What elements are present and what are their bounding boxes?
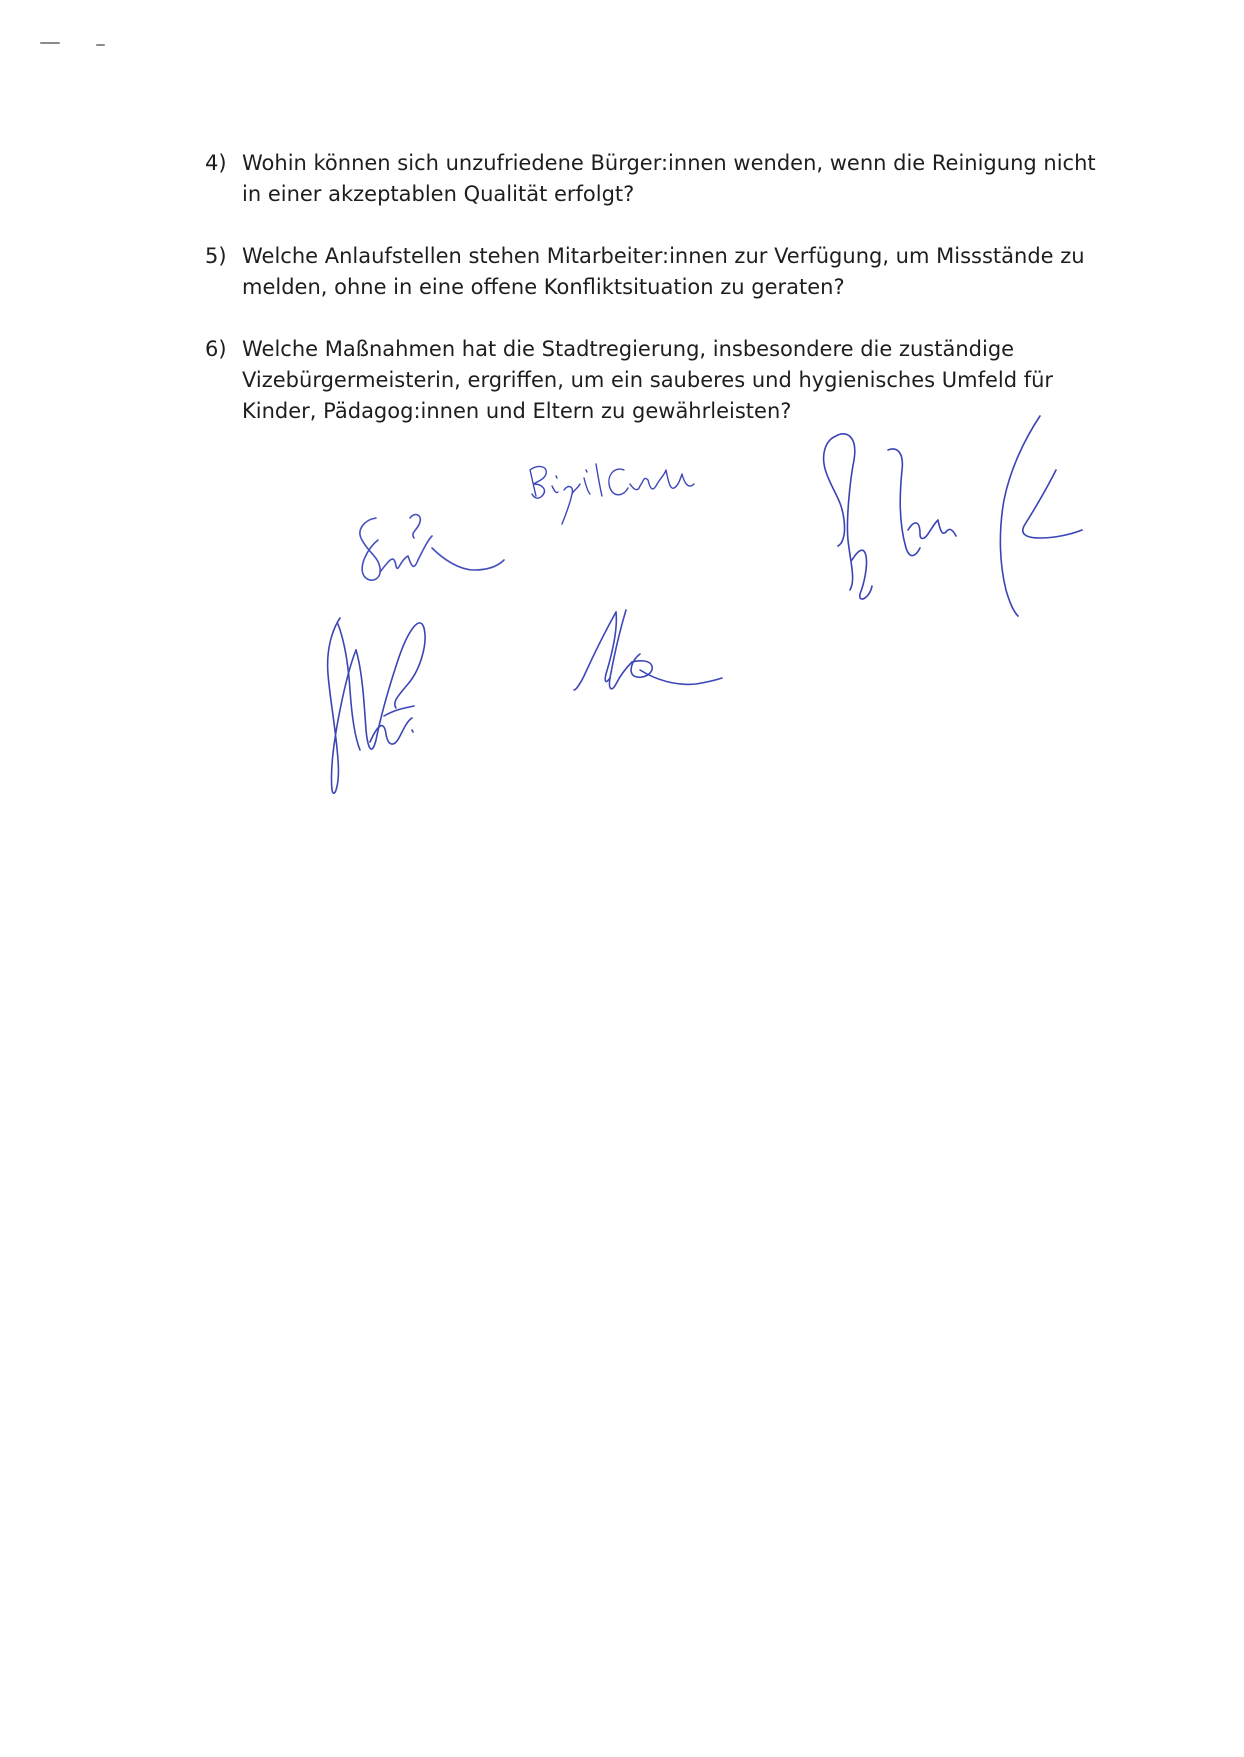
handwritten-signature — [360, 515, 504, 581]
question-list — [205, 148, 1105, 458]
handwritten-signature — [574, 610, 722, 690]
scan-artifact-mark — [40, 42, 60, 44]
question-text: Welche Maßnahmen hat die Stadtregierung, insbesondere die zuständige Vizebürgermeisterin, ergriffen, um ein sauberes und hygienisches Umfeld für Kinder, Pädagog:innen und Eltern zu gewährleisten? — [242, 337, 1054, 423]
scan-artifact-mark — [96, 44, 105, 46]
question-number: 4) — [205, 151, 227, 175]
question-item — [205, 148, 1105, 210]
handwritten-signature — [328, 618, 425, 793]
handwritten-signature — [530, 464, 694, 524]
question-text: Welche Anlaufstellen stehen Mitarbeiter:innen zur Verfügung, um Missstände zu melden, ohne in eine offene Konfliktsituation zu geraten? — [242, 244, 1085, 299]
question-item — [205, 241, 1105, 303]
question-number: 5) — [205, 244, 227, 268]
question-number: 6) — [205, 337, 227, 361]
question-text: Wohin können sich unzufriedene Bürger:innen wenden, wenn die Reinigung nicht in einer akzeptablen Qualität erfolgt? — [242, 151, 1096, 206]
question-item — [205, 334, 1105, 427]
